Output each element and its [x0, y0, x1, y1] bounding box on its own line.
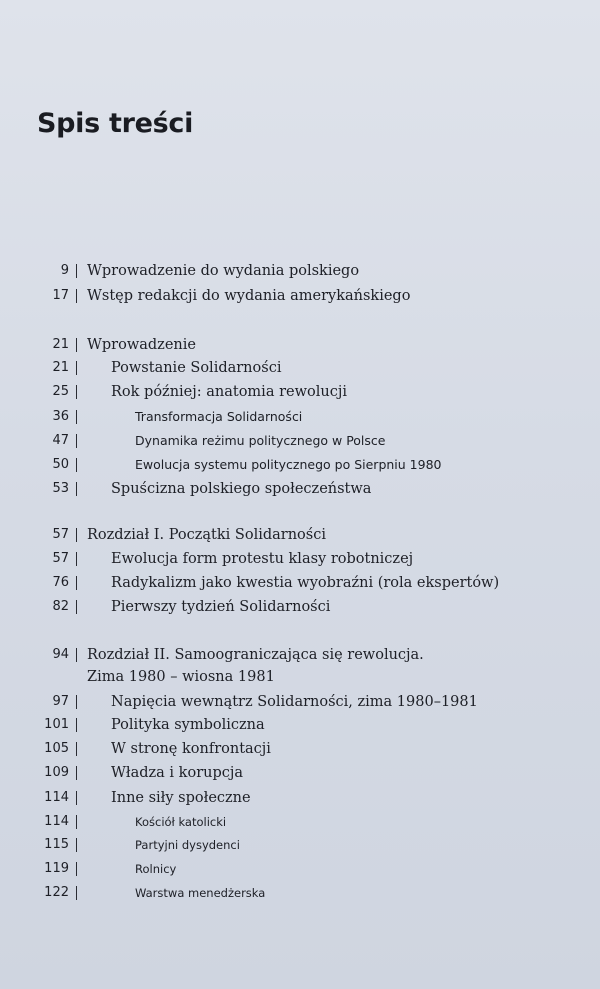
- page-title: Spis treści: [37, 108, 194, 139]
- toc-page-number: 109: [44, 765, 69, 780]
- toc-entry-title: Wprowadzenie: [87, 337, 196, 353]
- toc-entry: [0, 596, 600, 618]
- toc-entry: [0, 714, 600, 736]
- toc-page-number: 9: [60, 263, 69, 278]
- toc-page-number: 57: [52, 527, 69, 542]
- toc-separator: [76, 600, 77, 614]
- toc-entry: [0, 430, 600, 452]
- toc-page-number: 47: [52, 433, 69, 448]
- toc-entry-title: Pierwszy tydzień Solidarności: [111, 599, 331, 615]
- toc-entry-title: Kościół katolicki: [135, 815, 227, 829]
- toc-entry: [0, 572, 600, 594]
- toc-entry-title: Powstanie Solidarności: [111, 360, 282, 376]
- toc-separator: [76, 862, 77, 876]
- toc-entry: [0, 454, 600, 476]
- toc-entry: [0, 285, 600, 307]
- toc-page-number: 21: [52, 337, 69, 352]
- toc-page-number: 76: [52, 575, 69, 590]
- toc-entry: [0, 691, 600, 713]
- toc-entry: [0, 381, 600, 403]
- toc-entry-title: Inne siły społeczne: [111, 790, 251, 806]
- toc-page-number: 97: [52, 694, 69, 709]
- toc-entry-title: Napięcia wewnątrz Solidarności, zima 1980–1981: [111, 694, 478, 710]
- toc-entry: [0, 738, 600, 760]
- toc-separator: [76, 576, 77, 590]
- toc-entry: [0, 644, 600, 666]
- toc-separator: [76, 648, 77, 662]
- toc-entry-title: Wstęp redakcji do wydania amerykańskiego: [87, 288, 411, 304]
- toc-separator: [76, 289, 77, 303]
- toc-entry-title: Radykalizm jako kwestia wyobraźni (rola ekspertów): [111, 575, 500, 591]
- toc-entry-title: Rok później: anatomia rewolucji: [111, 384, 347, 400]
- toc-page-number: 21: [52, 360, 69, 375]
- toc-separator: [76, 838, 77, 852]
- toc-entry-title: W stronę konfrontacji: [111, 741, 271, 757]
- toc-separator: [76, 385, 77, 399]
- toc-separator: [76, 718, 77, 732]
- toc-separator: [76, 815, 77, 829]
- toc-page-number: 17: [52, 288, 69, 303]
- toc-separator: [76, 528, 77, 542]
- toc-page-number: 105: [44, 741, 69, 756]
- toc-entry: [0, 548, 600, 570]
- toc-separator: [76, 742, 77, 756]
- toc-separator: [76, 410, 77, 424]
- toc-separator: [76, 338, 77, 352]
- toc-page-number: 50: [52, 457, 69, 472]
- toc-entry: [0, 858, 600, 880]
- toc-entry-title-continuation: Zima 1980 – wiosna 1981: [87, 669, 275, 685]
- toc-page-number: 25: [52, 384, 69, 399]
- toc-entry: [0, 834, 600, 856]
- toc-entry: [0, 882, 600, 904]
- toc-entry: [0, 762, 600, 784]
- toc-separator: [76, 434, 77, 448]
- toc-page-number: 82: [52, 599, 69, 614]
- toc-separator: [76, 791, 77, 805]
- toc-entry: [0, 357, 600, 379]
- toc-separator: [76, 886, 77, 900]
- toc-separator: [76, 361, 77, 375]
- toc-entry: [0, 260, 600, 282]
- toc-entry: [0, 811, 600, 833]
- toc-separator: [76, 482, 77, 496]
- toc-separator: [76, 264, 77, 278]
- toc-entry-title: Wprowadzenie do wydania polskiego: [87, 263, 360, 279]
- toc-page-number: 101: [44, 717, 69, 732]
- toc-entry-title: Rozdział II. Samoograniczająca się rewolucja.: [87, 647, 424, 663]
- toc-entry-title: Rozdział I. Początki Solidarności: [87, 527, 326, 543]
- toc-page-number: 57: [52, 551, 69, 566]
- toc-entry-title: Ewolucja systemu politycznego po Sierpniu 1980: [135, 457, 442, 472]
- toc-entry: [0, 334, 600, 356]
- toc-page-number: 114: [44, 814, 69, 829]
- toc-separator: [76, 766, 77, 780]
- toc-page-number: 122: [44, 885, 69, 900]
- toc-separator: [76, 552, 77, 566]
- toc-entry: [0, 478, 600, 500]
- toc-entry-title: Transformacja Solidarności: [135, 409, 303, 424]
- toc-entry-title: Rolnicy: [135, 862, 177, 876]
- toc-entry-title: Dynamika reżimu politycznego w Polsce: [135, 433, 386, 448]
- toc-separator: [76, 695, 77, 709]
- toc-entry-title: Partyjni dysydenci: [135, 838, 240, 852]
- toc-entry: [0, 787, 600, 809]
- toc-page-number: 94: [52, 647, 69, 662]
- toc-entry-continuation: [0, 666, 600, 688]
- toc-separator: [76, 458, 77, 472]
- toc-page-number: 115: [44, 837, 69, 852]
- toc-entry: [0, 406, 600, 428]
- toc-entry: [0, 524, 600, 546]
- toc-entry-title: Polityka symboliczna: [111, 717, 265, 733]
- toc-entry-title: Władza i korupcja: [111, 765, 244, 781]
- toc-entry-title: Spuścizna polskiego społeczeństwa: [111, 481, 372, 497]
- toc-page-number: 53: [52, 481, 69, 496]
- toc-entry-title: Warstwa menedżerska: [135, 886, 266, 900]
- toc-entry-title: Ewolucja form protestu klasy robotniczej: [111, 551, 414, 567]
- toc-page-number: 119: [44, 861, 69, 876]
- toc-page-number: 114: [44, 790, 69, 805]
- toc-page-number: 36: [52, 409, 69, 424]
